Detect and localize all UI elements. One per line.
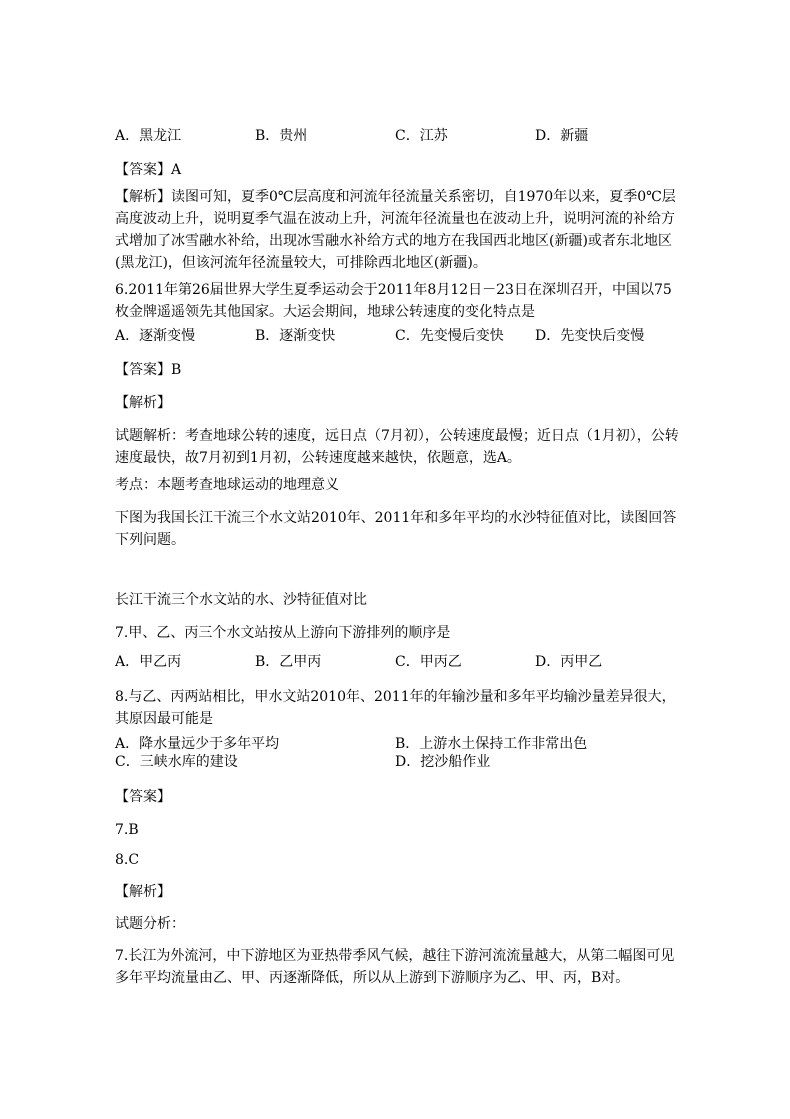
intro-text: 下图为我国长江干流三个水文站2010年、2011年和多年平均的水沙特征值对比，读图回答下列问题。 (115, 510, 677, 548)
q7-option-b: B．乙甲丙 (255, 654, 322, 670)
q7-stem: 7.甲、乙、丙三个水文站按从上游向下游排列的顺序是 (115, 625, 451, 641)
q5-answer: 【答案】A (115, 162, 182, 178)
q8-stem: 8.与乙、丙两站相比，甲水文站2010年、2011年的年输沙量和多年平均输沙量差异很大，其原因最可能是 (115, 689, 676, 727)
q6-option-c: C．先变慢后变快 (395, 328, 504, 344)
q8-option-b: B．上游水土保持工作非常出色 (395, 736, 588, 752)
q6-analysis-title: 【解析】 (115, 395, 171, 411)
analysis-label: 试题分析： (115, 916, 185, 932)
q8-option-d: D．挖沙船作业 (395, 754, 491, 770)
q5-option-b: B．贵州 (255, 128, 308, 144)
q5-analysis: 【解析】读图可知，夏季0℃层高度和河流年径流量关系密切，自1970年以来，夏季0℃层高度波动上升，说明夏季气温在波动上升，河流年径流量也在波动上升，说明河流的补给方式增加了冰雪融水补给，出现冰雪融水补给方式的地方在我国西北地区(新疆)或者东北地区(黑龙江)，但该河流年径流量较大，可排除西北地区(新疆)。 (115, 189, 676, 271)
figure-caption: 长江干流三个水文站的水、沙特征值对比 (115, 592, 367, 608)
q5-option-c: C．江苏 (395, 128, 448, 144)
q6-option-b: B．逐渐变快 (255, 328, 336, 344)
answer-title: 【答案】 (115, 789, 171, 805)
answer-8: 8.C (115, 852, 140, 868)
q6-stem: 6.2011年第26届世界大学生夏季运动会于2011年8月12日－23日在深圳召开，中国以75枚金牌遥遥领先其他国家。大运会期间，地球公转速度的变化特点是 (115, 282, 672, 320)
q5-option-a: A．黑龙江 (115, 128, 182, 144)
q6-option-d: D．先变快后变慢 (535, 328, 645, 344)
q6-option-a: A．逐渐变慢 (115, 328, 196, 344)
analysis-title: 【解析】 (115, 884, 171, 900)
q8-option-a: A．降水量远少于多年平均 (115, 736, 280, 752)
q6-analysis-body: 试题解析：考查地球公转的速度，远日点（7月初），公转速度最慢；近日点（1月初），公转速度最快，故7月初到1月初，公转速度越来越快，依题意，选A。 (115, 428, 679, 466)
analysis-7: 7.长江为外流河，中下游地区为亚热带季风气候，越往下游河流流量越大，从第二幅图可见多年平均流量由乙、甲、丙逐渐降低，所以从上游到下游顺序为乙、甲、丙，B对。 (115, 948, 675, 986)
q6-answer: 【答案】B (115, 362, 182, 378)
q7-option-a: A．甲乙丙 (115, 654, 182, 670)
q5-option-d: D．新疆 (535, 128, 589, 144)
answer-7: 7.B (115, 822, 139, 838)
q8-option-c: C．三峡水库的建设 (115, 754, 238, 770)
q7-option-d: D．丙甲乙 (535, 654, 603, 670)
q6-point: 考点：本题考查地球运动的地理意义 (115, 477, 339, 493)
q7-option-c: C．甲丙乙 (395, 654, 462, 670)
